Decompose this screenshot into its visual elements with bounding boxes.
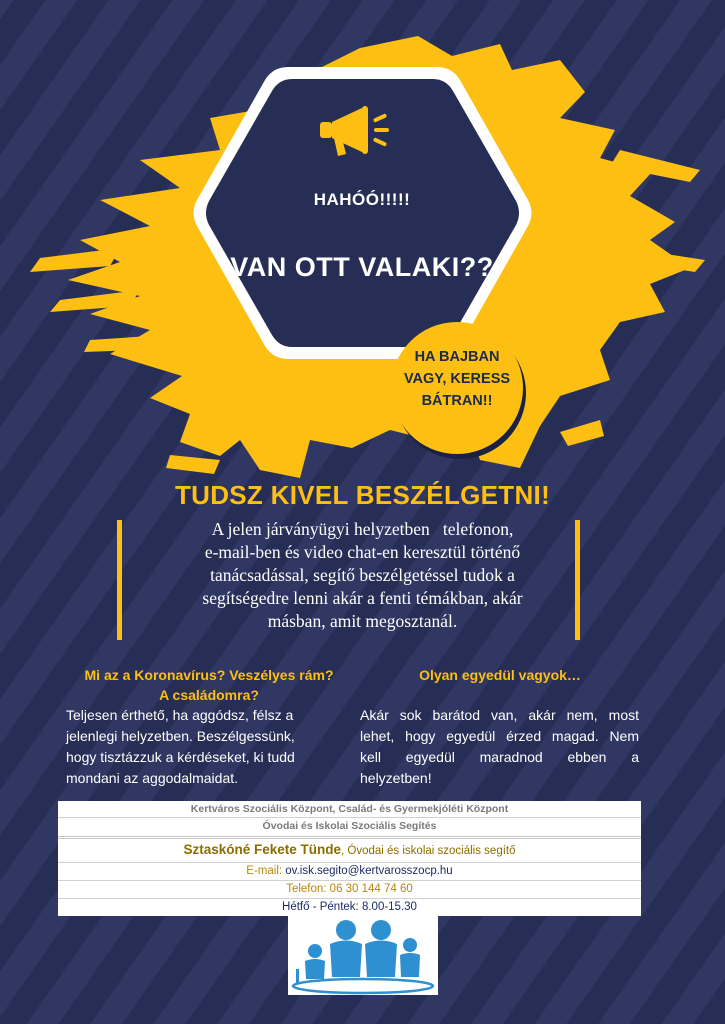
email-label: E-mail: [246, 865, 283, 877]
exclaim-text: HAHÓÓ!!!!! [313, 190, 411, 209]
left-column-text [66, 705, 356, 789]
right-column-title: Olyan egyedül vagyok… [419, 667, 581, 683]
hours-label: Hétfő - Péntek: [282, 901, 359, 913]
email-link[interactable]: ov.isk.segito@kertvarosszocp.hu [285, 865, 453, 877]
badge-line: HA BAJBAN [414, 349, 500, 365]
intro-line: tanácsadással, segítő beszélgetéssel tudok a [210, 565, 515, 585]
person-name: Sztaskóné Fekete Tünde [183, 842, 342, 857]
help-badge-text [391, 346, 523, 412]
contact-box [58, 801, 641, 916]
right-text-line: kell egyedül maradnod ebben a [360, 749, 639, 765]
phone-label: Telefon: [286, 883, 327, 895]
left-text-line: jelenlegi helyzetben. Beszélgessünk, [66, 728, 295, 744]
left-column-title [64, 665, 354, 705]
family-logo [288, 913, 438, 995]
left-title-line: A családomra? [159, 687, 259, 703]
question-text: VAN OTT VALAKI?? [230, 252, 494, 282]
intro-line: e-mail-ben és video chat-en keresztül történő [204, 542, 521, 562]
contact-person [58, 839, 641, 863]
intro-line: A jelen járványügyi helyzetben telefonon, [211, 519, 514, 539]
right-column-text [360, 705, 639, 789]
badge-line: VAGY, KERESS [403, 371, 511, 387]
hours-value: 8.00-15.30 [361, 901, 417, 913]
org-name: Kertváros Szociális Központ, Család- és Gyermekjóléti Központ [58, 801, 641, 818]
left-title-line: Mi az a Koronavírus? Veszélyes rám? [84, 667, 334, 683]
phone-row [58, 881, 641, 899]
intro-paragraph [140, 518, 585, 633]
left-accent-bar [117, 520, 122, 640]
right-text-line: helyzetben! [360, 770, 432, 786]
org-program: Óvodai és Iskolai Szociális Segítés [58, 818, 641, 839]
megaphone-icon [318, 104, 390, 160]
person-role: , Óvodai és iskolai szociális segítő [341, 845, 516, 857]
right-text-line: Akár sok barátod van, akár nem, most [360, 707, 639, 723]
left-text-line: mondani az aggodalmaidat. [66, 770, 239, 786]
phone-number[interactable]: 06 30 144 74 60 [329, 883, 413, 895]
left-text-line: Teljesen érthető, ha aggódsz, félsz a [66, 707, 294, 723]
intro-line: segítségedre lenni akár a fenti témákban, akár [202, 588, 523, 608]
badge-line: BÁTRAN!! [421, 393, 493, 409]
main-heading: TUDSZ KIVEL BESZÉLGETNI! [174, 480, 551, 510]
email-row [58, 863, 641, 881]
right-text-line: lehet, hogy egyedül érzed magad. Nem [360, 728, 639, 744]
left-text-line: hogy tisztázzuk a kérdéseket, ki tudd [66, 749, 295, 765]
intro-line: másban, amit megosztanál. [267, 611, 458, 631]
